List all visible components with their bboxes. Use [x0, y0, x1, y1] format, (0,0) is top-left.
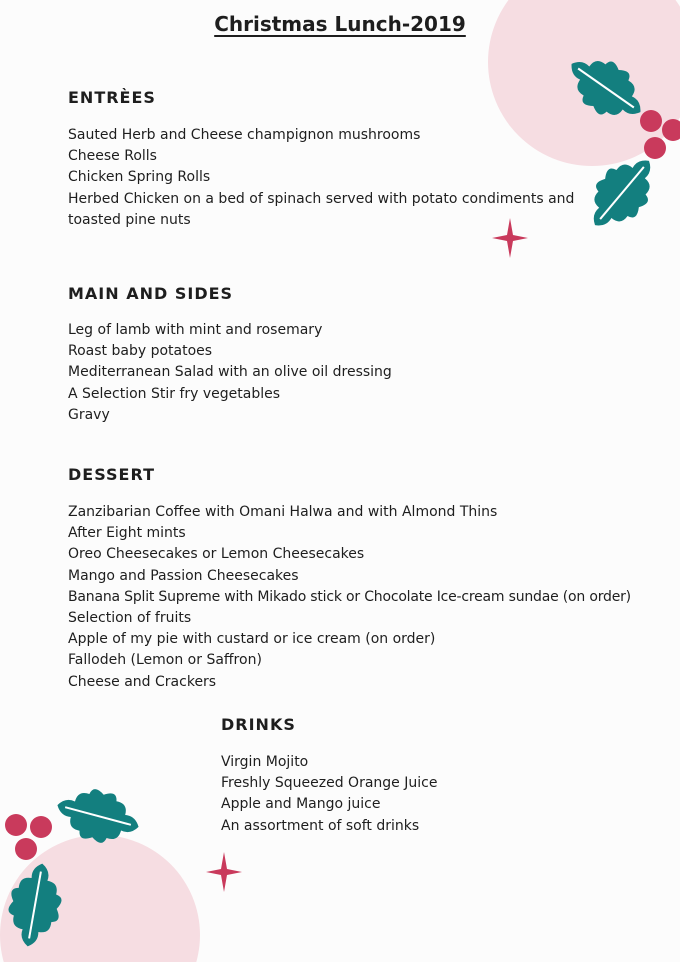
- main-list: [68, 320, 392, 426]
- menu-item: Oreo Cheesecakes or Lemon Cheesecakes: [68, 546, 365, 563]
- menu-item: An assortment of soft drinks: [221, 817, 420, 834]
- menu-item: Sauted Herb and Cheese champignon mushrooms: [68, 127, 421, 143]
- holly-berry-icon: [5, 814, 27, 836]
- menu-item: Apple and Mango juice: [221, 796, 381, 813]
- menu-item: Freshly Squeezed Orange Juice: [221, 775, 438, 792]
- menu-item: Fallodeh (Lemon or Saffron): [68, 652, 262, 669]
- menu-item: Gravy: [68, 406, 110, 423]
- menu-item: After Eight mints: [68, 525, 186, 542]
- menu-item: Cheese Rolls: [68, 148, 157, 165]
- menu-item: Banana Split Supreme with Mikado stick or Chocolate Ice-cream sundae (on order): [68, 588, 631, 605]
- menu-item: Virgin Mojito: [221, 754, 309, 770]
- menu-item: Mediterranean Salad with an olive oil dressing: [68, 364, 392, 381]
- dessert-list: [68, 502, 631, 693]
- menu-item: Chicken Spring Rolls: [68, 169, 211, 186]
- menu-item: Herbed Chicken on a bed of spinach served with potato condiments and toasted pine nuts: [68, 190, 575, 228]
- section-heading-main: MAIN AND SIDES: [68, 284, 234, 303]
- menu-item: A Selection Stir fry vegetables: [68, 385, 281, 402]
- entrees-list: [68, 125, 578, 231]
- menu-title: Christmas Lunch-2019: [214, 12, 466, 36]
- menu-item: Apple of my pie with custard or ice cream (on order): [68, 631, 436, 648]
- drinks-list: [221, 752, 437, 837]
- menu-item: Roast baby potatoes: [68, 343, 213, 360]
- holly-berry-icon: [30, 816, 52, 838]
- holly-berry-icon: [644, 137, 666, 159]
- menu-item: Zanzibarian Coffee with Omani Halwa and with Almond Thins: [68, 504, 498, 520]
- menu-item: Selection of fruits: [68, 610, 192, 627]
- holly-berry-icon: [640, 110, 662, 132]
- sparkle-icon: [206, 852, 242, 892]
- section-heading-dessert: DESSERT: [68, 465, 155, 484]
- menu-item: Cheese and Crackers: [68, 673, 217, 690]
- section-heading-drinks: DRINKS: [221, 715, 296, 734]
- menu-item: Mango and Passion Cheesecakes: [68, 567, 299, 584]
- section-heading-entrees: ENTRÈES: [68, 88, 156, 107]
- holly-berry-icon: [15, 838, 37, 860]
- menu-item: Leg of lamb with mint and rosemary: [68, 322, 323, 338]
